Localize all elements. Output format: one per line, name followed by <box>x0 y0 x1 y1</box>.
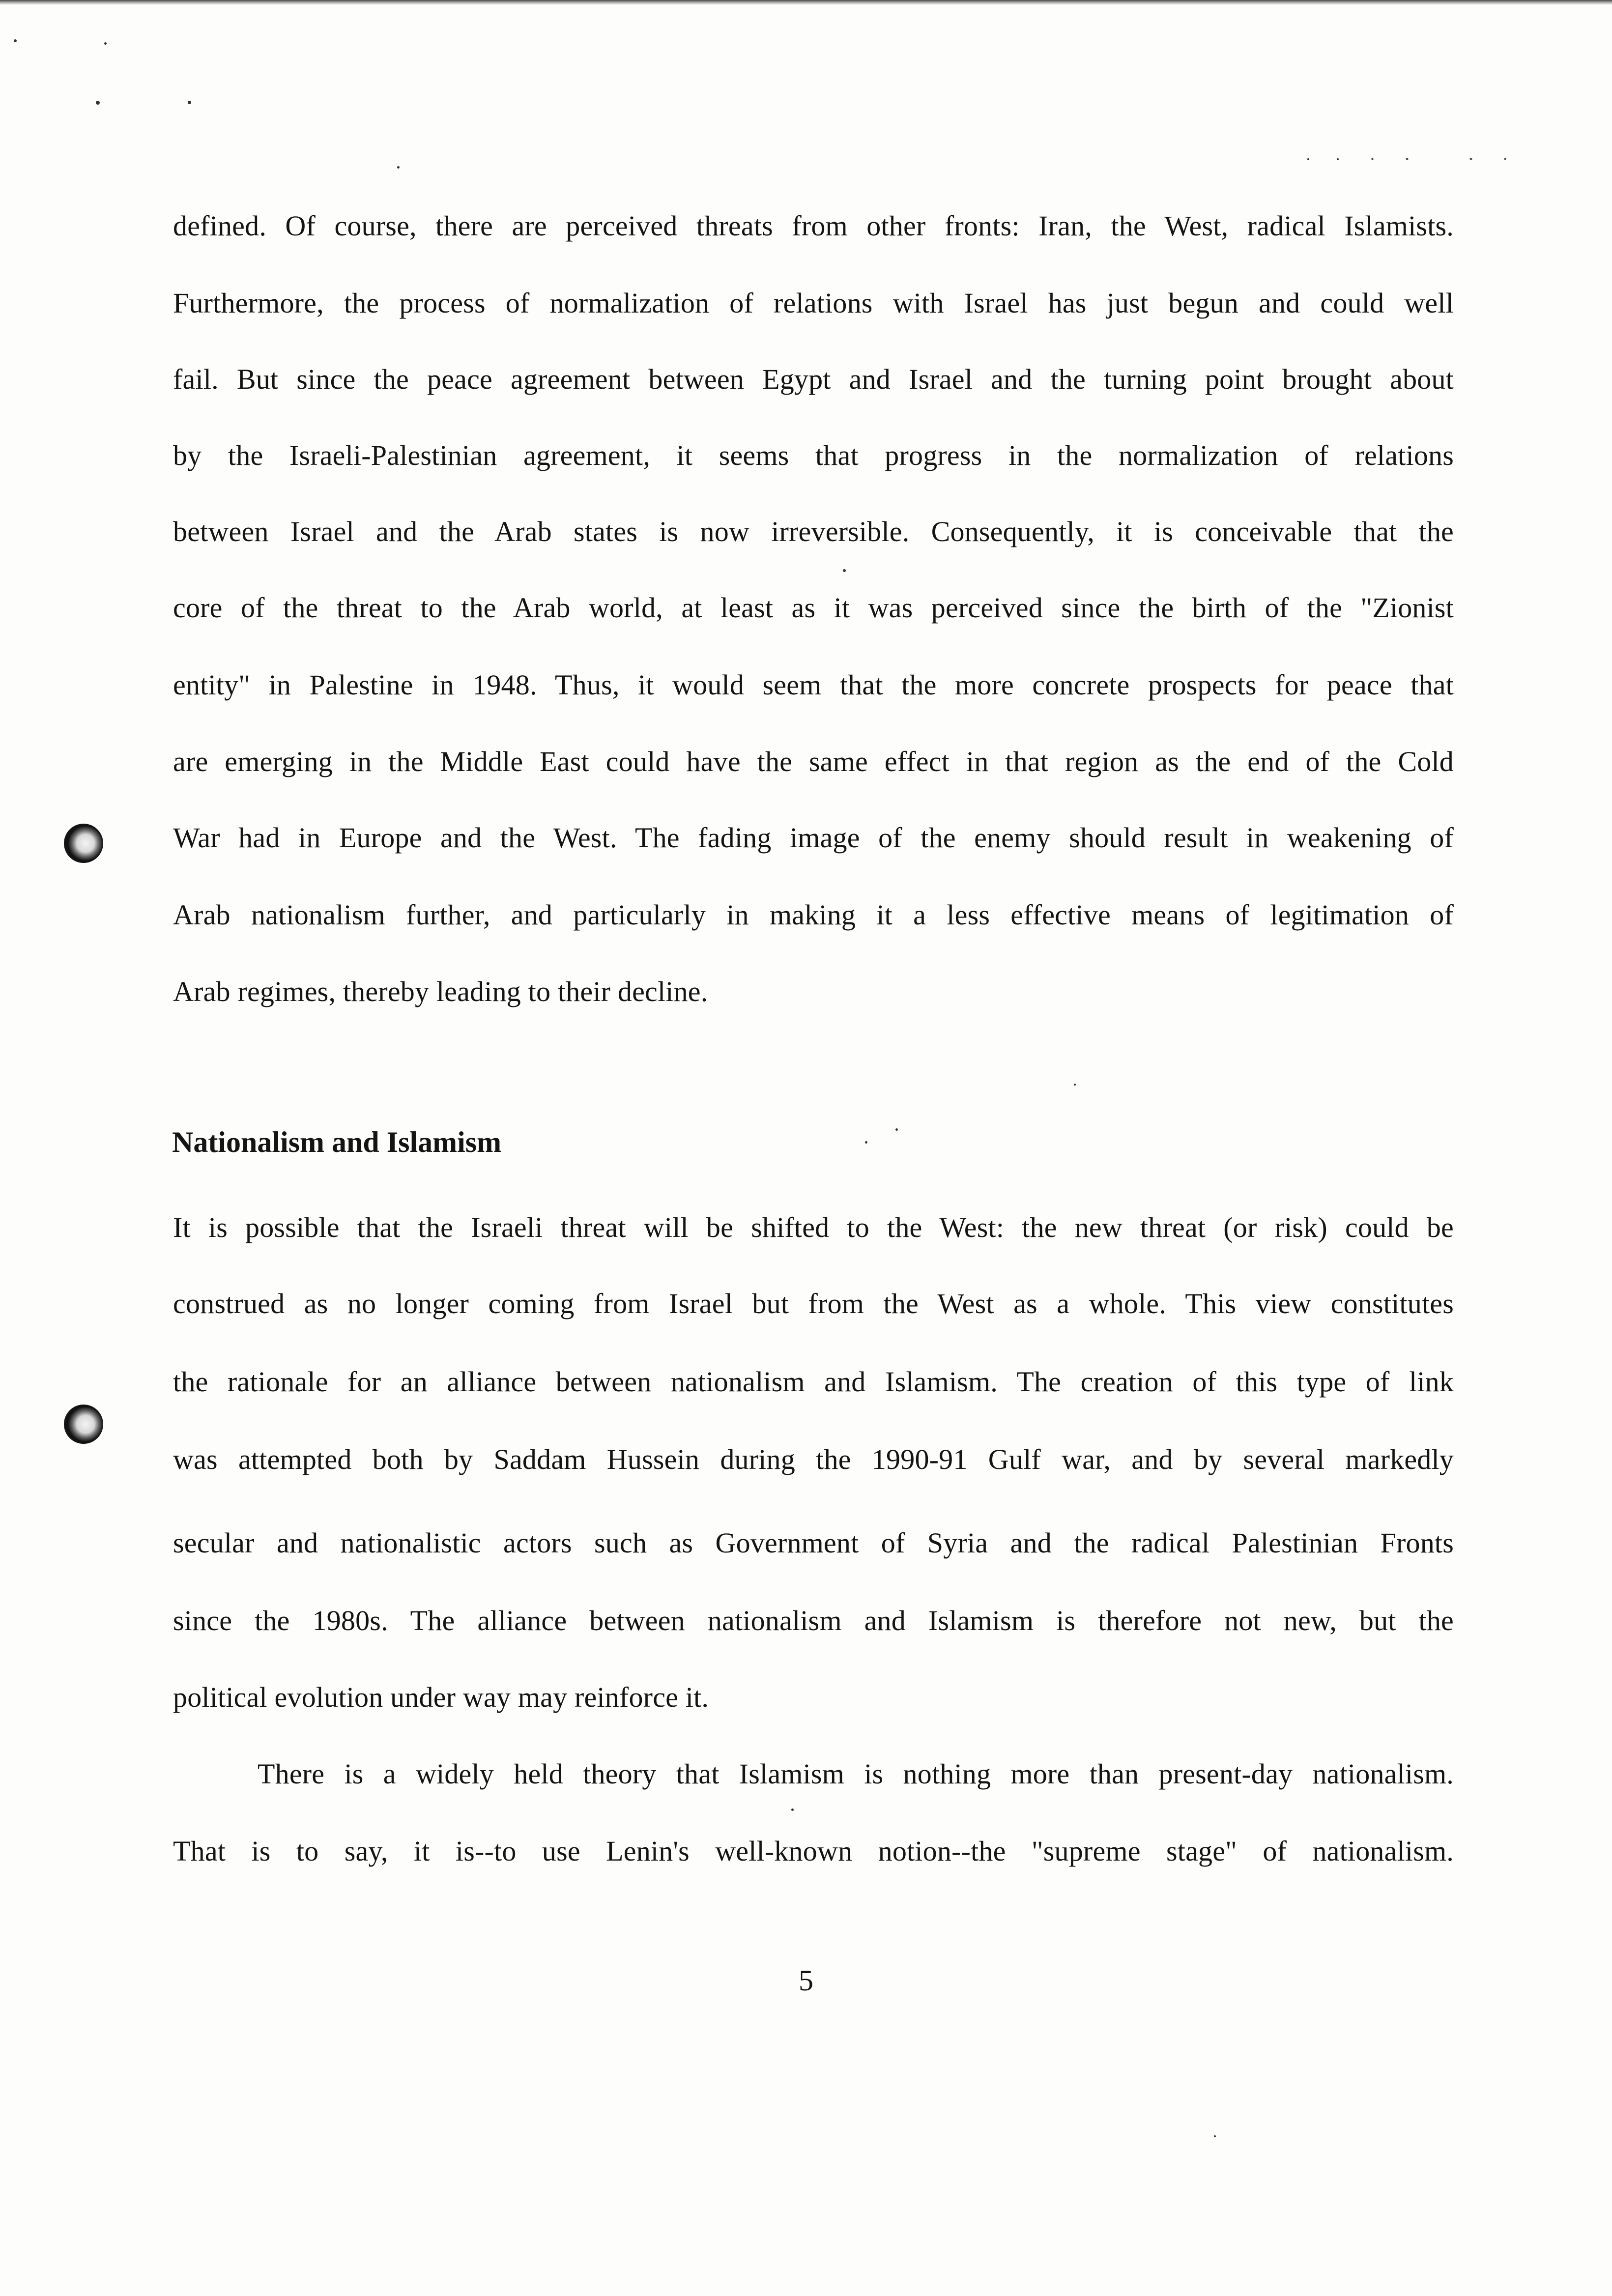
scan-speck <box>843 569 846 572</box>
punch-hole-upper <box>64 824 103 863</box>
scan-speck <box>1214 2135 1216 2137</box>
paragraph-2-line: the rationale for an alliance between nationalism and Islamism. The creation of this type of link <box>173 1366 1454 1398</box>
paragraph-2-line: since the 1980s. The alliance between nationalism and Islamism is therefore not new, but the <box>173 1605 1454 1636</box>
paragraph-3-line: That is to say, it is--to use Lenin's well-known notion--the "supreme stage" of nationalism. <box>173 1835 1454 1867</box>
paragraph-1-line: are emerging in the Middle East could have the same effect in that region as the end of the Cold <box>173 746 1454 777</box>
section-heading: Nationalism and Islamism <box>172 1126 502 1158</box>
paragraph-1-line: core of the threat to the Arab world, at least as it was perceived since the birth of the "Zionist <box>173 592 1454 624</box>
paragraph-1-line: fail. But since the peace agreement between Egypt and Israel and the turning point brought about <box>173 363 1454 395</box>
scan-speck <box>1469 158 1472 160</box>
paragraph-1-line: Arab regimes, thereby leading to their decline. <box>173 976 708 1007</box>
scan-speck <box>1504 158 1506 160</box>
paragraph-1-line: Furthermore, the process of normalization of relations with Israel has just begun and could well <box>173 287 1454 319</box>
paragraph-3-line: There is a widely held theory that Islamism is nothing more than present-day nationalism. <box>258 1758 1454 1790</box>
paragraph-2-line: was attempted both by Saddam Hussein during the 1990-91 Gulf war, and by several markedly <box>173 1443 1454 1475</box>
paragraph-1-line: between Israel and the Arab states is now irreversible. Consequently, it is conceivable that the <box>173 516 1454 547</box>
paragraph-1-line: War had in Europe and the West. The fading image of the enemy should result in weakening of <box>173 822 1454 854</box>
paragraph-2-line: It is possible that the Israeli threat will be shifted to the West: the new threat (or risk) could be <box>173 1211 1454 1243</box>
scan-speck <box>1074 1084 1076 1086</box>
scan-speck <box>895 1128 898 1131</box>
scan-top-edge <box>0 0 1612 5</box>
scan-speck <box>397 166 400 169</box>
scan-speck <box>1307 158 1309 160</box>
scan-speck <box>1406 158 1409 160</box>
punch-hole-lower <box>64 1405 103 1444</box>
paragraph-1-line: entity" in Palestine in 1948. Thus, it would seem that the more concrete prospects for peace that <box>173 669 1454 701</box>
paragraph-2-line: construed as no longer coming from Israel but from the West as a whole. This view constitutes <box>173 1288 1454 1320</box>
paragraph-1-line: Arab nationalism further, and particularly in making it a less effective means of legitimation of <box>173 899 1454 931</box>
scan-speck <box>791 1808 794 1811</box>
paragraph-2-line: political evolution under way may reinforce it. <box>173 1681 709 1713</box>
scan-speck <box>865 1141 867 1144</box>
scan-speck <box>14 39 17 42</box>
scan-speck <box>104 42 107 45</box>
paragraph-2-line: secular and nationalistic actors such as Government of Syria and the radical Palestinian Fronts <box>173 1527 1454 1559</box>
scan-speck <box>188 101 191 104</box>
page-number: 5 <box>799 1964 813 1997</box>
scan-speck <box>1371 158 1374 160</box>
scan-speck <box>1337 158 1339 160</box>
paragraph-1-line: defined. Of course, there are perceived threats from other fronts: Iran, the West, radical Islamists. <box>173 210 1454 242</box>
paragraph-1-line: by the Israeli-Palestinian agreement, it seems that progress in the normalization of relations <box>173 439 1454 471</box>
scan-speck <box>96 101 100 105</box>
